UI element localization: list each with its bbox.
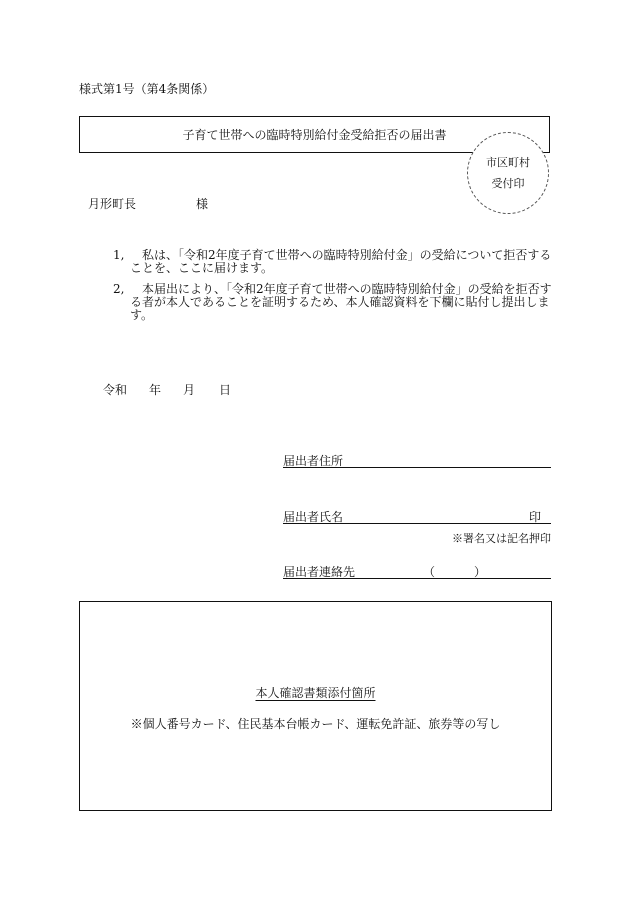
id-section-note: ※個人番号カード、住民基本台帳カード、運転免許証、旅券等の写し (130, 717, 501, 731)
date-year: 年 (149, 383, 162, 397)
form-number: 様式第1号（第4条関係） (79, 82, 215, 96)
contact-paren-open: （ (423, 565, 436, 579)
addressee-name: 月形町長 (88, 197, 137, 211)
date-day: 日 (219, 383, 232, 397)
item-text-2: 本届出により、「令和2年度子育て世帯への臨時特別給付金」の受給を拒否する者が本人であることを証明するため、本人確認資料を下欄に貼付し提出します。 (130, 282, 552, 322)
date-era: 令和 (103, 383, 128, 397)
stamp-line-1: 市区町村 (486, 156, 530, 169)
name-label: 届出者氏名 (283, 510, 344, 524)
contact-paren-close: ） (474, 565, 487, 579)
item-text-1: 私は、「令和2年度子育て世帯への臨時特別給付金」の受給について拒否することを、ここに届けます。 (130, 248, 552, 275)
address-label: 届出者住所 (283, 454, 344, 468)
reception-stamp-area (467, 132, 549, 214)
addressee-honorific: 様 (196, 197, 209, 211)
item-number-1: 1, (113, 248, 125, 262)
stamp-line-2: 受付印 (491, 177, 525, 190)
item-number-2: 2, (113, 282, 125, 296)
id-document-attachment-area (79, 601, 552, 811)
name-field[interactable] (283, 508, 551, 524)
signature-note: ※署名又は記名押印 (452, 532, 551, 545)
contact-field[interactable] (283, 563, 551, 579)
form-title: 子育て世帯への臨時特別給付金受給拒否の届出書 (182, 128, 447, 142)
id-section-title: 本人確認書類添付箇所 (255, 686, 376, 700)
contact-label: 届出者連絡先 (283, 565, 356, 579)
id-section-title-row (80, 684, 551, 701)
address-field[interactable] (283, 452, 551, 468)
seal-mark: 印 (529, 510, 542, 524)
date-month: 月 (183, 383, 196, 397)
